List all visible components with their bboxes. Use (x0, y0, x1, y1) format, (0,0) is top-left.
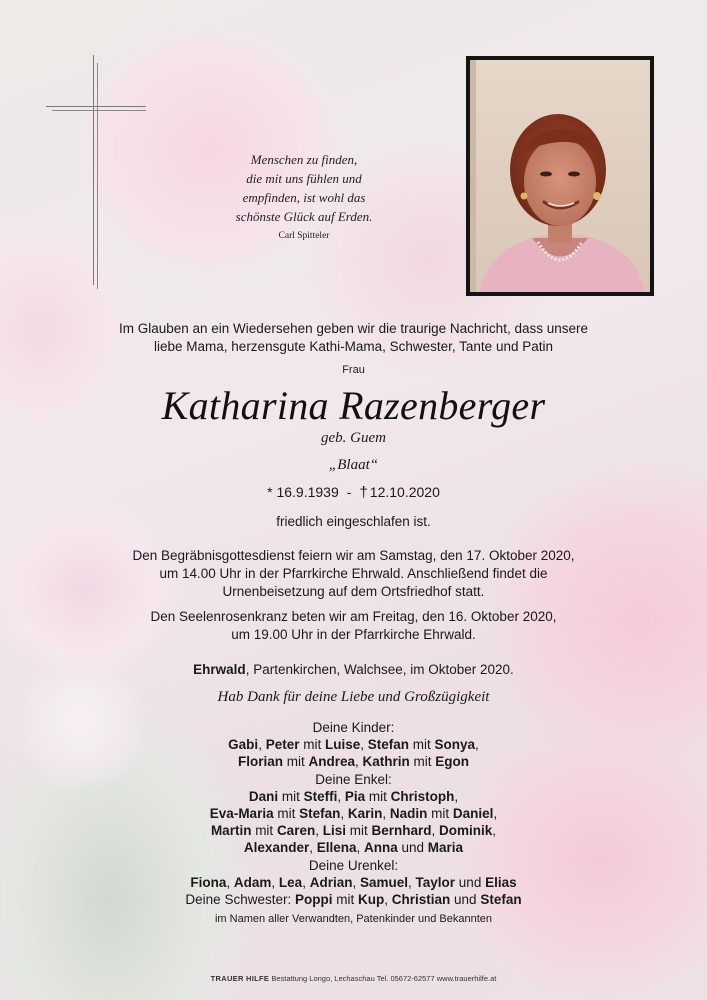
place-rest: , Partenkirchen, Walchsee, im Oktober 2020. (245, 662, 514, 677)
salutation: Frau (342, 364, 365, 376)
place-town: Ehrwald (193, 662, 246, 677)
funeral-info (40, 547, 667, 601)
quote-block (218, 150, 390, 246)
cross-icon (46, 55, 146, 290)
family-list (40, 719, 667, 928)
siblings-line: Deine Schwester: Poppi mit Kup, Christian und Stefan (185, 892, 522, 908)
portrait-image (470, 60, 650, 292)
greatgrandchildren-heading: Deine Urenkel: (308, 857, 399, 873)
rosary-line: Den Seelenrosenkranz beten wir am Freitag, den 16. Oktober 2020, (150, 609, 557, 624)
rosary-info (40, 608, 667, 644)
intro-line: liebe Mama, herzensgute Kathi-Mama, Schwester, Tante und Patin (154, 339, 553, 354)
family-closing: im Namen aller Verwandten, Patenkinder und Bekannten (214, 913, 492, 926)
quote-line: schönste Glück auf Erden. (235, 209, 373, 224)
portrait-photo (466, 56, 654, 296)
date-separator: - (346, 484, 352, 500)
children-line: Florian mit Andrea, Kathrin mit Egon (237, 754, 470, 770)
children-line: Gabi, Peter mit Luise, Stefan mit Sonya, (228, 737, 479, 753)
children-heading: Deine Kinder: (312, 720, 395, 735)
deceased-name: Katharina Razenberger (161, 383, 546, 428)
dagger-icon: † (359, 484, 368, 501)
thanks-line: Hab Dank für deine Liebe und Großzügigkeit (217, 689, 490, 705)
passed-text: friedlich eingeschlafen ist. (276, 514, 431, 529)
funeral-line: Den Begräbnisgottesdienst feiern wir am Samstag, den 17. Oktober 2020, (132, 548, 575, 563)
grandchildren-line: Martin mit Caren, Lisi mit Bernhard, Dominik, (210, 823, 497, 839)
rosary-line: um 19.00 Uhr in der Pfarrkirche Ehrwald. (231, 627, 476, 642)
funeral-line: um 14.00 Uhr in der Pfarrkirche Ehrwald. Anschließend findet die (159, 566, 548, 581)
quote-line: empfinden, ist wohl das (242, 190, 366, 205)
grandchildren-heading: Deine Enkel: (315, 771, 392, 787)
nickname: „Blaat“ (328, 457, 379, 473)
quote-author: Carl Spitteler (278, 231, 330, 241)
birth-symbol: * (267, 484, 273, 500)
birth-date: 16.9.1939 (276, 484, 339, 500)
birth-name: geb. Guem (321, 430, 386, 446)
footer-text: Bestattung Longo, Lechaschau Tel. 05672-62577 www.trauerhilfe.at (271, 974, 497, 983)
quote-line: die mit uns fühlen und (246, 171, 362, 186)
intro-line: Im Glauben an ein Wiedersehen geben wir die traurige Nachricht, dass unsere (118, 321, 588, 336)
footer-brand: TRAUER HILFE (210, 974, 270, 983)
life-dates (40, 484, 667, 501)
funeral-line: Urnenbeisetzung auf dem Ortsfriedhof statt. (222, 584, 485, 599)
grandchildren-line: Dani mit Steffi, Pia mit Christoph, (248, 788, 459, 804)
grandchildren-line: Alexander, Ellena, Anna und Maria (243, 840, 464, 856)
place-date (40, 662, 667, 677)
greatgrandchildren-line: Fiona, Adam, Lea, Adrian, Samuel, Taylor und Elias (190, 874, 517, 890)
grandchildren-line: Eva-Maria mit Stefan, Karin, Nadin mit Daniel, (209, 806, 498, 822)
quote-line: Menschen zu finden, (250, 152, 358, 167)
intro-text (40, 320, 667, 356)
footer (0, 974, 707, 983)
death-date: 12.10.2020 (369, 484, 440, 500)
